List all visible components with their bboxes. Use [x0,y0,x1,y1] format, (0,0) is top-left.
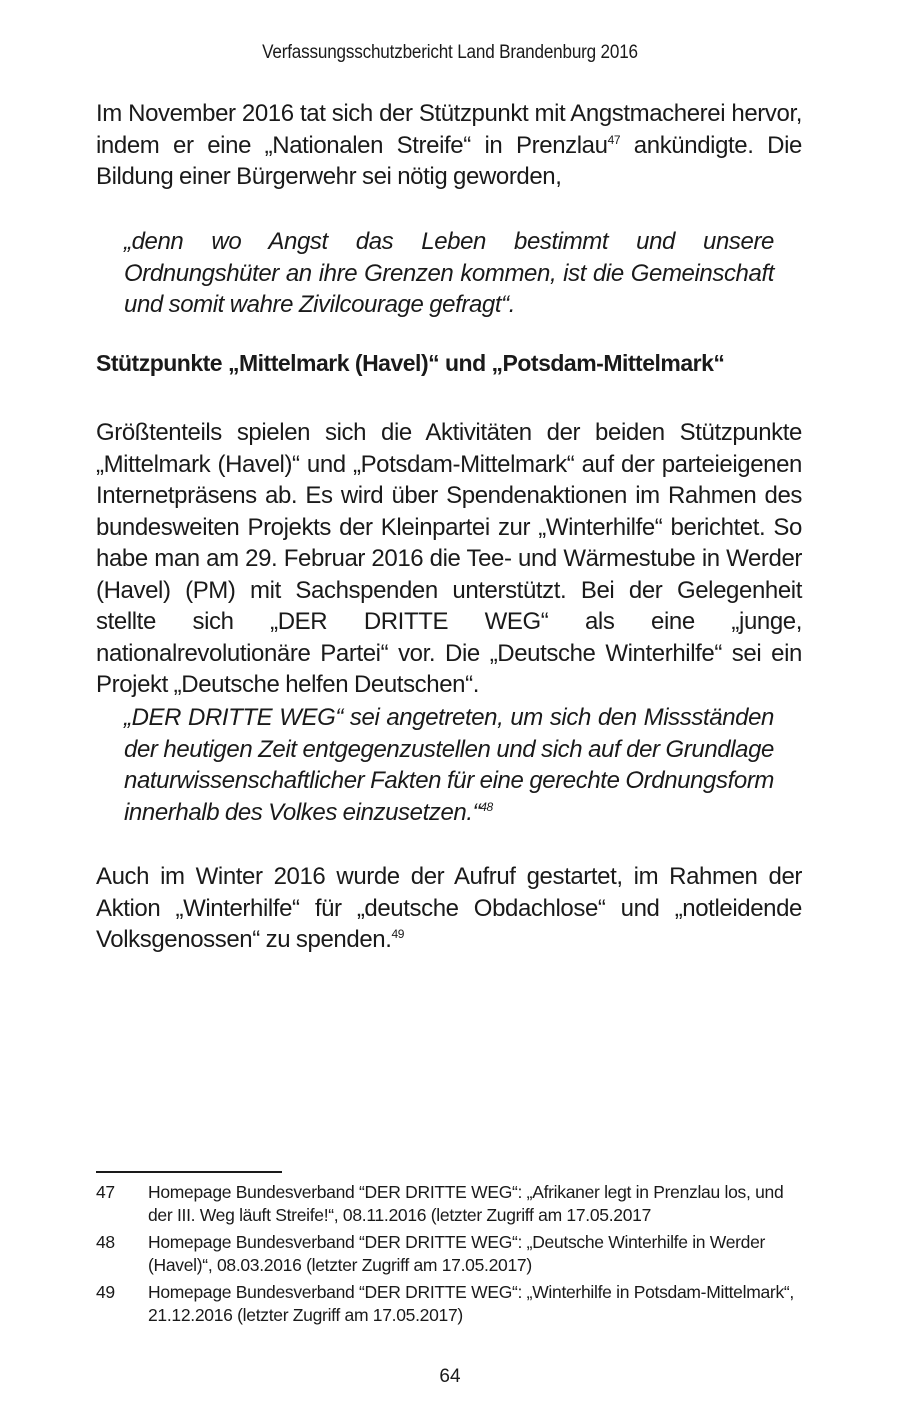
footnote-divider [96,1171,282,1173]
footnote-ref-48[interactable]: 48 [480,799,493,814]
paragraph-aufruf [96,861,802,956]
footnote-number: 48 [96,1232,115,1252]
page-number: 64 [439,1366,461,1387]
paragraph-stuetzpunkt-prenzlau [96,98,802,193]
quote-text: „DER DRITTE WEG“ sei angetreten, um sich den Missständen der heutigen Zeit entgegenzustellen und sich auf der Grundlage naturwissenschaftlicher Fakten für eine gerechte Ordnungsform innerhalb des Volkes einzusetzen.“ [124,704,774,826]
footnote-number: 49 [96,1282,115,1302]
footnote-47 [96,1181,806,1227]
footnote-text: Homepage Bundesverband “DER DRITTE WEG“: „Winterhilfe in Potsdam-Mittelmark“, 21.12.2016 (letzter Zugriff am 17.05.2017) [148,1282,794,1325]
footnote-text: Homepage Bundesverband “DER DRITTE WEG“: „Afrikaner legt in Prenzlau los, und der III. Weg läuft Streife!“, 08.11.2016 (letzter Zugriff am 17.05.2017 [148,1182,784,1225]
paragraph-text: ankündigte. Die Bildung einer Bürgerwehr sei nötig geworden, [96,131,802,190]
footnote-number: 47 [96,1182,115,1202]
footnote-ref-49[interactable]: 49 [391,927,405,941]
footnote-text: Homepage Bundesverband “DER DRITTE WEG“: „Deutsche Winterhilfe in Werder (Havel)“, 08.03.2016 (letzter Zugriff am 17.05.2017) [148,1232,766,1275]
paragraph-text: Im November 2016 tat sich der Stützpunkt mit Angstmacherei hervor, indem er eine „Nationalen Streife“ in Prenzlau [96,100,802,159]
quote-text: „denn wo Angst das Leben bestimmt und unsere Ordnungshüter an ihre Grenzen kommen, ist die Gemeinschaft und somit wahre Zivilcourage gefragt“. [124,228,774,318]
paragraph-text: Auch im Winter 2016 wurde der Aufruf gestartet, im Rahmen der Aktion „Winterhilfe“ für „deutsche Obdachlose“ und „notleidende Volksgenossen“ zu spenden. [96,863,802,953]
paragraph-text: Größtenteils spielen sich die Aktivitäten der beiden Stützpunkte „Mittelmark (Havel)“ und „Potsdam-Mittelmark“ auf der parteieigenen Internetpräsens ab. Es wird über Spendenaktionen im Rahmen des bundesweiten Projekts der Kleinpartei zur „Winterhilfe“ berichtet. So habe man am 29. Februar 2016 die Tee- und Wärmestube in Werder (Havel) (PM) mit Sachspenden unterstützt. Bei der Gelegenheit stellte sich „DER DRITTE WEG“ als eine „junge, nationalrevolutionäre Partei“ vor. Die „Deutsche Winterhilfe“ sei ein Projekt „Deutsche helfen Deutschen“. [96,419,802,698]
section-heading: Stützpunkte „Mittelmark (Havel)“ und „Potsdam-Mittelmark“ [96,350,725,376]
footnote-ref-47[interactable]: 47 [607,132,621,147]
quote-dritter-weg [124,702,774,828]
quote-buergerwehr [124,226,774,321]
footnotes [96,1181,806,1331]
paragraph-winterhilfe [96,417,802,701]
footnote-48 [96,1231,806,1277]
footnote-49 [96,1281,806,1327]
running-header: Verfassungsschutzbericht Land Brandenburg 2016 [262,42,638,63]
